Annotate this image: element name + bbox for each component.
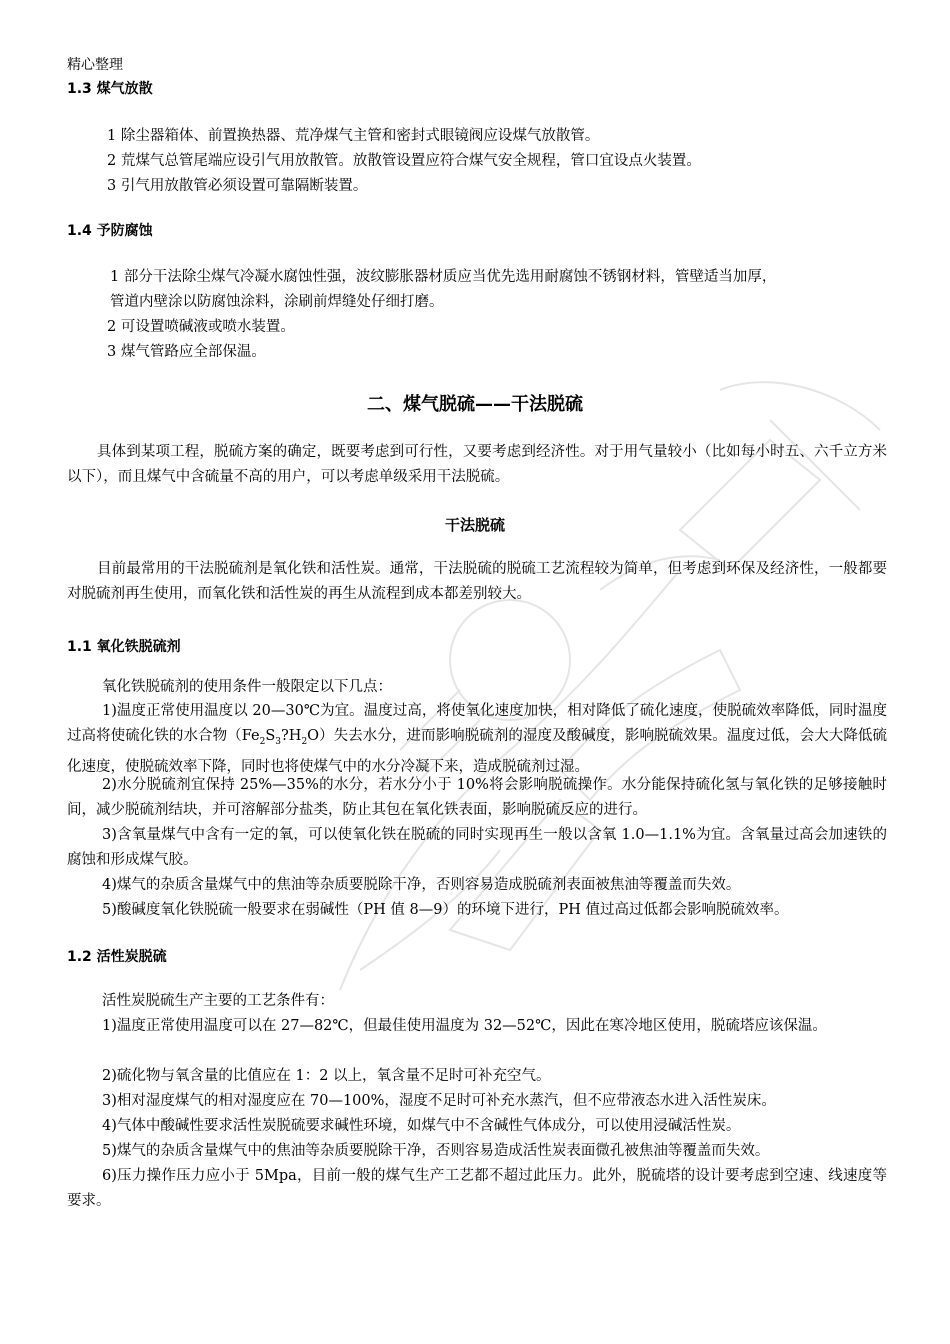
heading-1-4: 1.4 予防腐蚀 [67,223,153,239]
subtitle: 干法脱硫 [444,516,505,534]
list-item: 2 荒煤气总管尾端应设引气用放散管。放散管设置应符合煤气安全规程，管口宜设点火装置。 [107,153,701,169]
list-item: 1 除尘器箱体、前置换热器、荒净煤气主管和密封式眼镜阀应设煤气放散管。 [107,128,600,144]
heading-1-1: 1.1 氧化铁脱硫剂 [67,639,181,655]
list-item-continuation: 管道内壁涂以防腐蚀涂料，涂刷前焊缝处仔细打磨。 [110,294,444,310]
section-lead: 活性炭脱硫生产主要的工艺条件有： [102,993,334,1009]
paragraph: 1)温度正常使用温度可以在 27—82℃，但最佳使用温度为 32—52℃，因此在寒冷地区使用，脱硫塔应该保温。 [102,1018,827,1034]
paragraph: 3)含氧量煤气中含有一定的氧，可以使氧化铁在脱硫的同时实现再生一般以含氧 1.0—1.1%为宜。含氧量过高会加速铁的腐蚀和形成煤气胶。 [67,827,887,868]
list-item: 3 引气用放散管必须设置可靠隔断装置。 [107,178,368,194]
paragraph: 4)煤气的杂质含量煤气中的焦油等杂质要脱除干净，否则容易造成脱硫剂表面被焦油等覆盖而失效。 [102,877,741,893]
heading-1-2: 1.2 活性炭脱硫 [67,949,167,965]
paragraph: 2)水分脱硫剂宜保持 25%—35%的水分，若水分小于 10%将会影响脱硫操作。水分能保持硫化氢与氧化铁的足够接触时间，减少脱硫剂结块，并可溶解部分盐类，防止其包在氧化铁表面，影响脱硫反应的进行。 [67,777,887,818]
paragraph: 4)气体中酸碱性要求活性炭脱硫要求碱性环境，如煤气中不含碱性气体成分，可以使用浸碱活性炭。 [102,1118,741,1134]
paragraph: 1)温度正常使用温度以 20—30℃为宜。温度过高，将使氧化速度加快，相对降低了硫化速度，使脱硫效率降低，同时温度过高将使硫化铁的水合物$(Fe_2S_3?H_2O)$失去水分，进而影响脱硫剂的湿度及酸碱度，影响脱硫效果。温度过低，会大大降低硫化速度，使脱硫效率下降，同时也将使煤气中的水分冷凝下来，造成脱硫剂过湿。 [67,703,887,775]
heading-1-3: 1.3 煤气放散 [67,81,153,97]
paragraph: 5)酸碱度氧化铁脱硫一般要求在弱碱性（PH 值 8—9）的环境下进行，PH 值过高过低都会影响脱硫效率。 [102,902,789,918]
part-title: 二、煤气脱硫——干法脱硫 [367,394,583,415]
watermark-graphic [300,330,920,1030]
paragraph: 6)压力操作压力应小于 5Mpa，目前一般的煤气生产工艺都不超过此压力。此外，脱硫塔的设计要考虑到空速、线速度等要求。 [67,1168,887,1209]
list-item: 3 煤气管路应全部保温。 [107,344,266,360]
paragraph: 5)煤气的杂质含量煤气中的焦油等杂质要脱除干净，否则容易造成活性炭表面微孔被焦油等覆盖而失效。 [102,1143,770,1159]
header-note: 精心整理 [67,57,123,73]
list-item: 1 部分干法除尘煤气冷凝水腐蚀性强，波纹膨胀器材质应当优先选用耐腐蚀不锈钢材料，管壁适当加厚， [110,269,777,285]
list-item: 2 可设置喷碱液或喷水装置。 [107,319,295,335]
section-lead: 氧化铁脱硫剂的使用条件一般限定以下几点： [102,679,392,695]
overview-paragraph: 目前最常用的干法脱硫剂是氧化铁和活性炭。通常，干法脱硫的脱硫工艺流程较为简单，但考虑到环保及经济性，一般都要对脱硫剂再生使用，而氧化铁和活性炭的再生从流程到成本都差别较大。 [67,561,887,602]
intro-paragraph: 具体到某项工程，脱硫方案的确定，既要考虑到可行性，又要考虑到经济性。对于用气量较小（比如每小时五、六千立方米以下），而且煤气中含硫量不高的用户，可以考虑单级采用干法脱硫。 [67,444,887,485]
paragraph: 3)相对湿度煤气的相对湿度应在 70—100%，湿度不足时可补充水蒸汽，但不应带液态水进入活性炭床。 [102,1093,776,1109]
paragraph: 2)硫化物与氧含量的比值应在 1：2 以上，氧含量不足时可补充空气。 [102,1068,551,1084]
